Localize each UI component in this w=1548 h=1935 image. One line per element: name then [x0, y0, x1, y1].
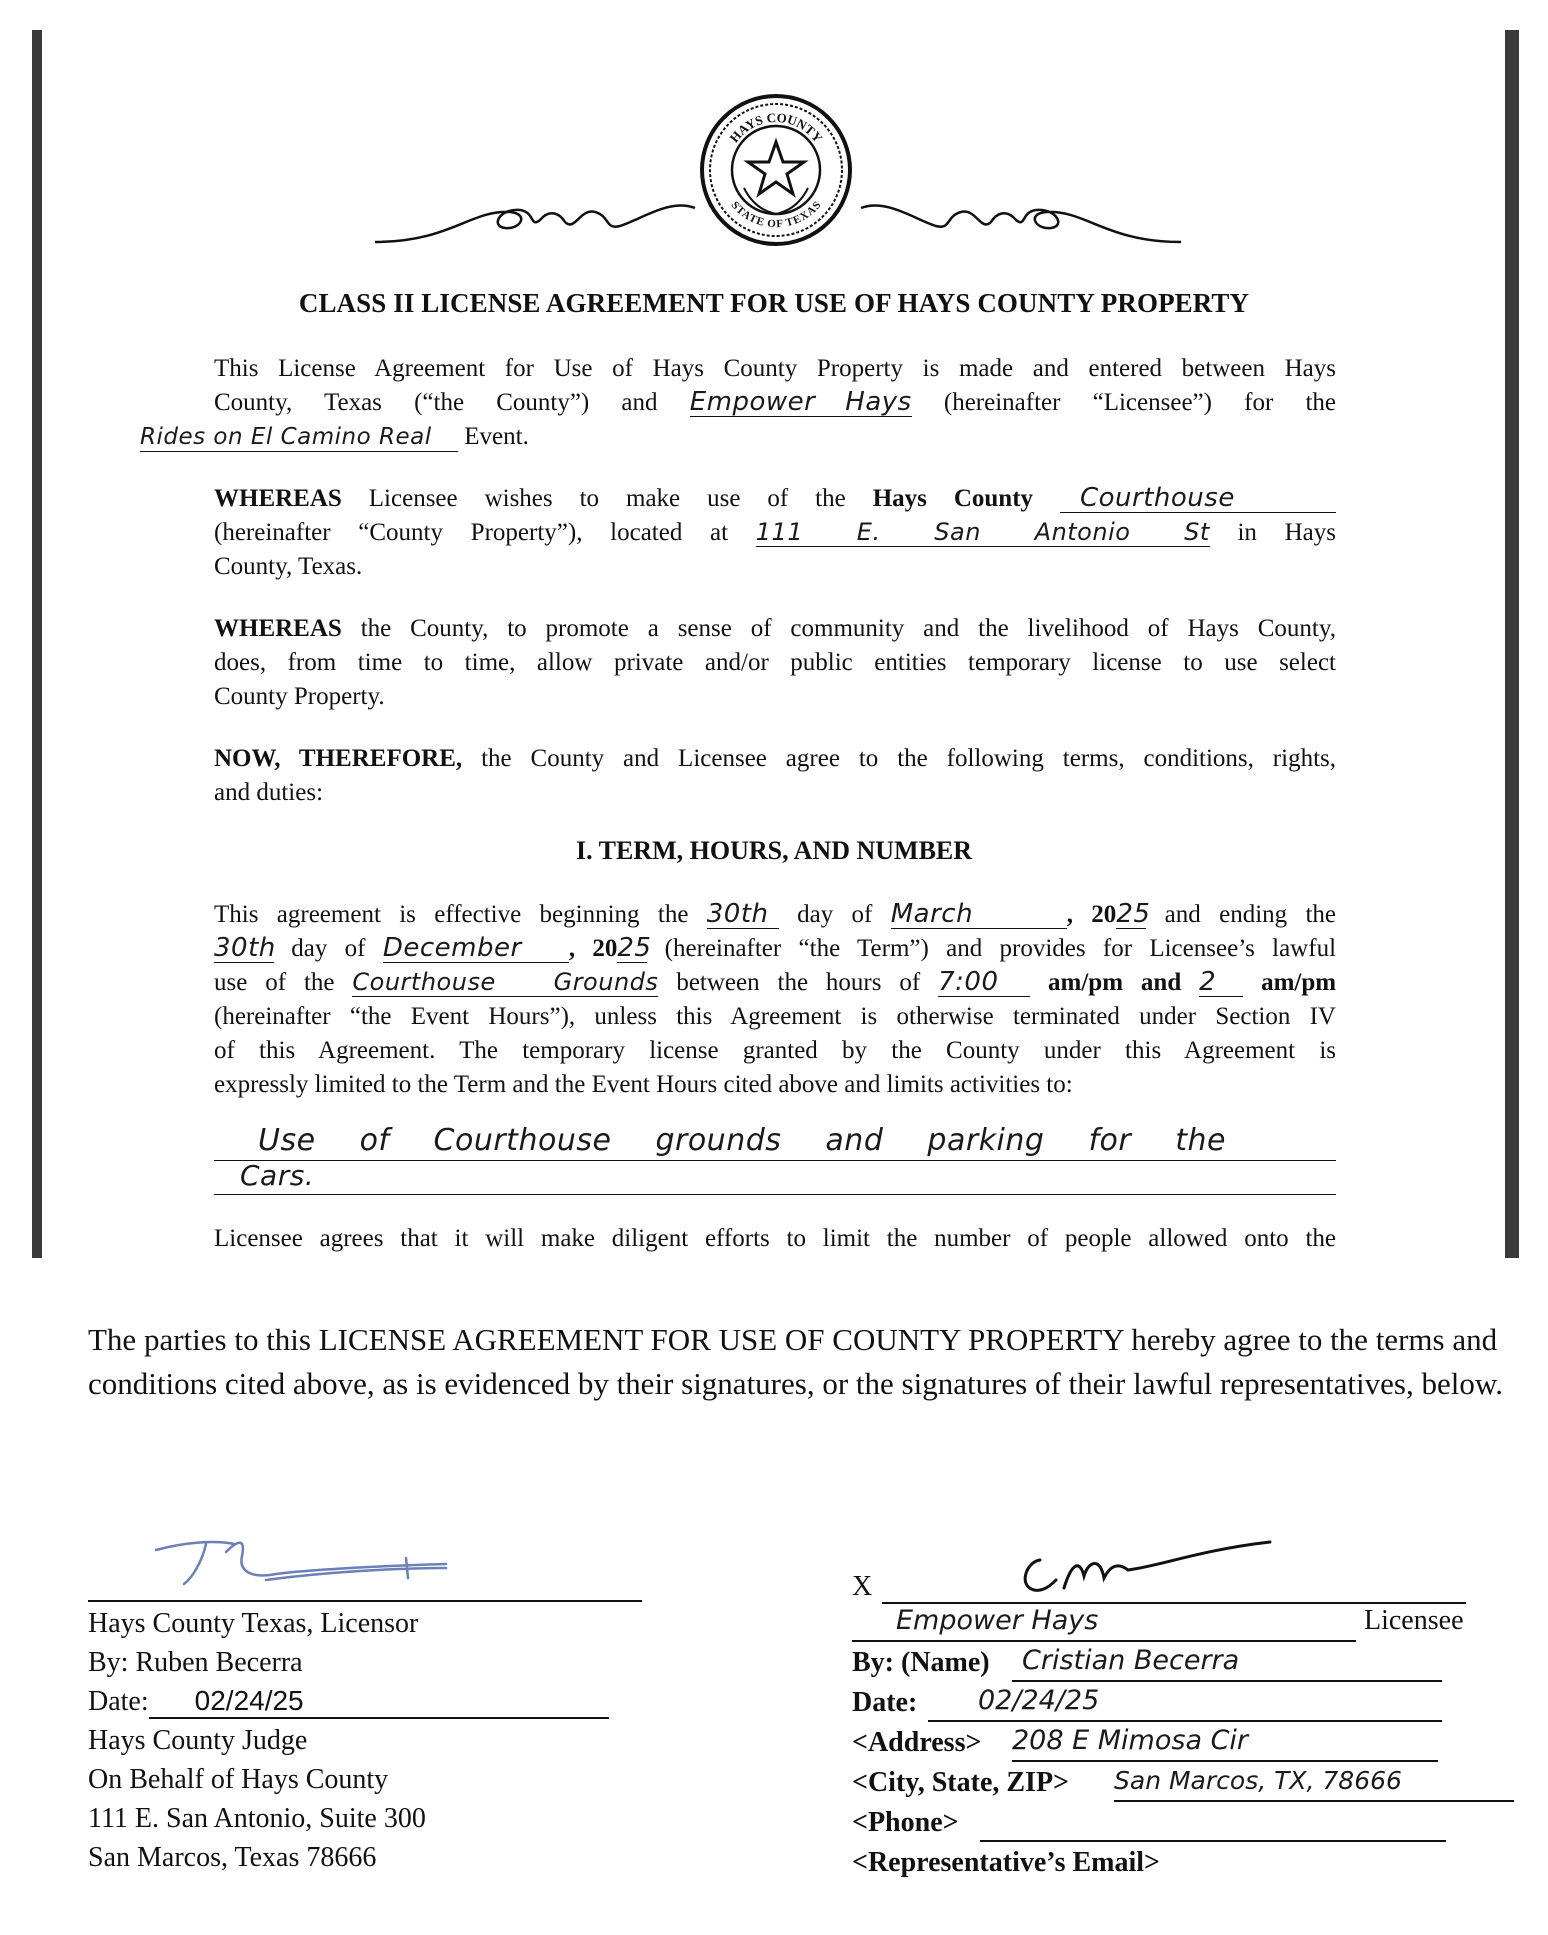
licensor-line-7: San Marcos, Texas 78666 [88, 1842, 377, 1873]
activities-line-1 [214, 1124, 1336, 1161]
licensor-line-6: 111 E. San Antonio, Suite 300 [88, 1803, 426, 1834]
licensee-email-row [852, 1846, 1532, 1886]
whereas2-line-1 [214, 612, 1336, 646]
licensee-address-label: <Address> [852, 1727, 982, 1758]
licensee-phone-label: <Phone> [852, 1807, 959, 1838]
intro-line-3 [140, 420, 740, 454]
licensee-label: Licensee [1364, 1605, 1464, 1636]
licensee-by-field: Cristian Becerra [1012, 1641, 1442, 1682]
licensor-line-5: On Behalf of Hays County [88, 1764, 389, 1795]
licensee-x-mark: X [852, 1571, 873, 1602]
now-therefore-line-1 [214, 742, 1336, 776]
licensor-line-2: By: Ruben Becerra [88, 1647, 303, 1678]
hays-county-seal [698, 92, 854, 248]
agreement-title: CLASS II LICENSE AGREEMENT FOR USE OF HAYS COUNTY PROPERTY [298, 288, 1250, 318]
event-name-field: Rides on El Camino Real [140, 423, 458, 452]
whereas1-text-c: in Hays [1237, 519, 1337, 546]
whereas2-line-3: County Property. [214, 683, 385, 710]
licensor-line-1: Hays County Texas, Licensor [88, 1608, 419, 1639]
term-line-3 [214, 966, 1336, 1000]
start-year-field: 25 [1116, 899, 1151, 929]
activities-line-2 [214, 1158, 1336, 1195]
licensee-name-field: Empower Hays [689, 387, 912, 417]
start-time-field: 7:00 [938, 968, 1030, 997]
term-line-5: of this Agreement. The temporary license granted by the County under this Agreement is [214, 1037, 1336, 1064]
term-line-6: expressly limited to the Term and the Event Hours cited above and limits activities to: [214, 1071, 1073, 1098]
whereas1-line-3: County, Texas. [214, 553, 363, 580]
term-text-10: am/pm and [1048, 969, 1182, 996]
whereas2-text-1: the County, to promote a sense of community and the livelihood of Hays County, [360, 615, 1337, 642]
licensee-phone-field [980, 1840, 1446, 1842]
licensee-address-field: 208 E Mimosa Cir [1012, 1721, 1438, 1762]
end-year-field: 25 [617, 933, 652, 963]
page-edge-right [1505, 30, 1519, 1258]
grounds-field: Courthouse Grounds [352, 968, 659, 996]
term-line-4: (hereinafter “the Event Hours”), unless this Agreement is otherwise terminated under Section IV [214, 1003, 1336, 1030]
term-text-4: and ending the [1164, 901, 1337, 928]
whereas1-line-1 [214, 482, 1336, 516]
end-day-field: 30th [214, 933, 276, 963]
intro-text-c: Event. [464, 423, 529, 450]
activities-hw-1: Use of Courthouse grounds and parking for the [258, 1123, 1226, 1158]
licensor-signature-line [88, 1600, 642, 1602]
whereas2-line-2: does, from time to time, allow private and/or public entities temporary license to use select [214, 649, 1336, 676]
licensor-signature [146, 1522, 456, 1592]
licensee-city-row [852, 1766, 1532, 1806]
start-month-field: March [891, 900, 1067, 929]
licensee-city-label: <City, State, ZIP> [852, 1767, 1070, 1798]
end-month-field: December [383, 934, 569, 963]
now-therefore-text-1: the County and Licensee agree to the following terms, conditions, rights, [481, 745, 1336, 772]
activities-hw-2: Cars. [240, 1159, 315, 1192]
property-address-field: 111 E. San Antonio St [755, 518, 1210, 546]
term-text-11: am/pm [1261, 969, 1337, 996]
flourish-right [856, 190, 1186, 250]
parties-paragraph: The parties to this LICENSE AGREEMENT FOR USE OF COUNTY PROPERTY hereby agree to the terms and conditions cited above, as is evidenced by their signatures, or the signatures of their lawful representatives, below. [88, 1322, 1503, 1401]
intro-text-b: (hereinafter “Licensee”) for the [943, 389, 1337, 416]
page-edge-left [32, 30, 42, 1258]
whereas2-bold: WHEREAS [214, 615, 342, 642]
whereas1-bold-2: Hays County [872, 485, 1034, 512]
licensee-date-label: Date: [852, 1687, 918, 1718]
intro-line-2 [214, 386, 1336, 420]
now-therefore-bold: NOW, THEREFORE, [214, 745, 463, 772]
property-name-field: Courthouse [1060, 484, 1336, 513]
intro-line-1: This License Agreement for Use of Hays County Property is made and entered between Hays [214, 355, 1336, 382]
intro-text-a: County, Texas (“the County”) and [214, 389, 658, 416]
end-time-field: 2 [1199, 968, 1243, 997]
term-line-7: Licensee agrees that it will make diligent efforts to limit the number of people allowed onto the [214, 1225, 1336, 1252]
licensor-date-label: Date: [88, 1686, 149, 1717]
licensee-name-row [852, 1606, 1532, 1646]
licensee-email-label: <Representative’s Email> [852, 1847, 1160, 1878]
whereas1-line-2 [214, 516, 1336, 550]
term-line-2 [214, 932, 1336, 966]
whereas1-text-b: (hereinafter “County Property”), located at [214, 519, 729, 546]
licensee-date-field: 02/24/25 [928, 1681, 1442, 1722]
licensee-by-label: By: (Name) [852, 1647, 990, 1678]
licensee-name-field: Empower Hays [852, 1601, 1356, 1642]
term-text-5: day of [291, 935, 366, 962]
term-line-1 [214, 898, 1336, 932]
licensee-by-row [852, 1646, 1532, 1686]
whereas1-text-a: Licensee wishes to make use of the [368, 485, 846, 512]
licensee-block [852, 1566, 1532, 1886]
now-therefore-line-2: and duties: [214, 779, 324, 806]
seal-top-text: HAYS COUNTY [726, 109, 826, 146]
term-text-2: day of [797, 901, 873, 928]
term-text-3: , 20 [1066, 901, 1117, 928]
licensor-line-4: Hays County Judge [88, 1725, 308, 1756]
section-1-title: I. TERM, HOURS, AND NUMBER [575, 836, 973, 865]
licensee-city-field: San Marcos, TX, 78666 [1114, 1761, 1514, 1802]
term-text-6: , 20 [568, 935, 618, 962]
licensee-date-row [852, 1686, 1532, 1726]
term-text-1: This agreement is effective beginning the [214, 901, 689, 928]
licensee-address-row [852, 1726, 1532, 1766]
licensee-x-row [852, 1566, 1532, 1606]
seal-bottom-text: STATE OF TEXAS [728, 199, 824, 231]
flourish-left [370, 190, 700, 250]
whereas1-bold: WHEREAS [214, 485, 342, 512]
term-text-8: use of the [214, 969, 335, 996]
licensor-date-row [88, 1682, 688, 1721]
term-text-9: between the hours of [676, 969, 921, 996]
licensor-date-value: 02/24/25 [149, 1685, 609, 1719]
licensor-block [88, 1604, 688, 1877]
licensee-phone-row [852, 1806, 1532, 1846]
term-text-7: (hereinafter “the Term”) and provides for Licensee’s lawful [664, 935, 1337, 962]
start-day-field: 30th [707, 900, 779, 929]
